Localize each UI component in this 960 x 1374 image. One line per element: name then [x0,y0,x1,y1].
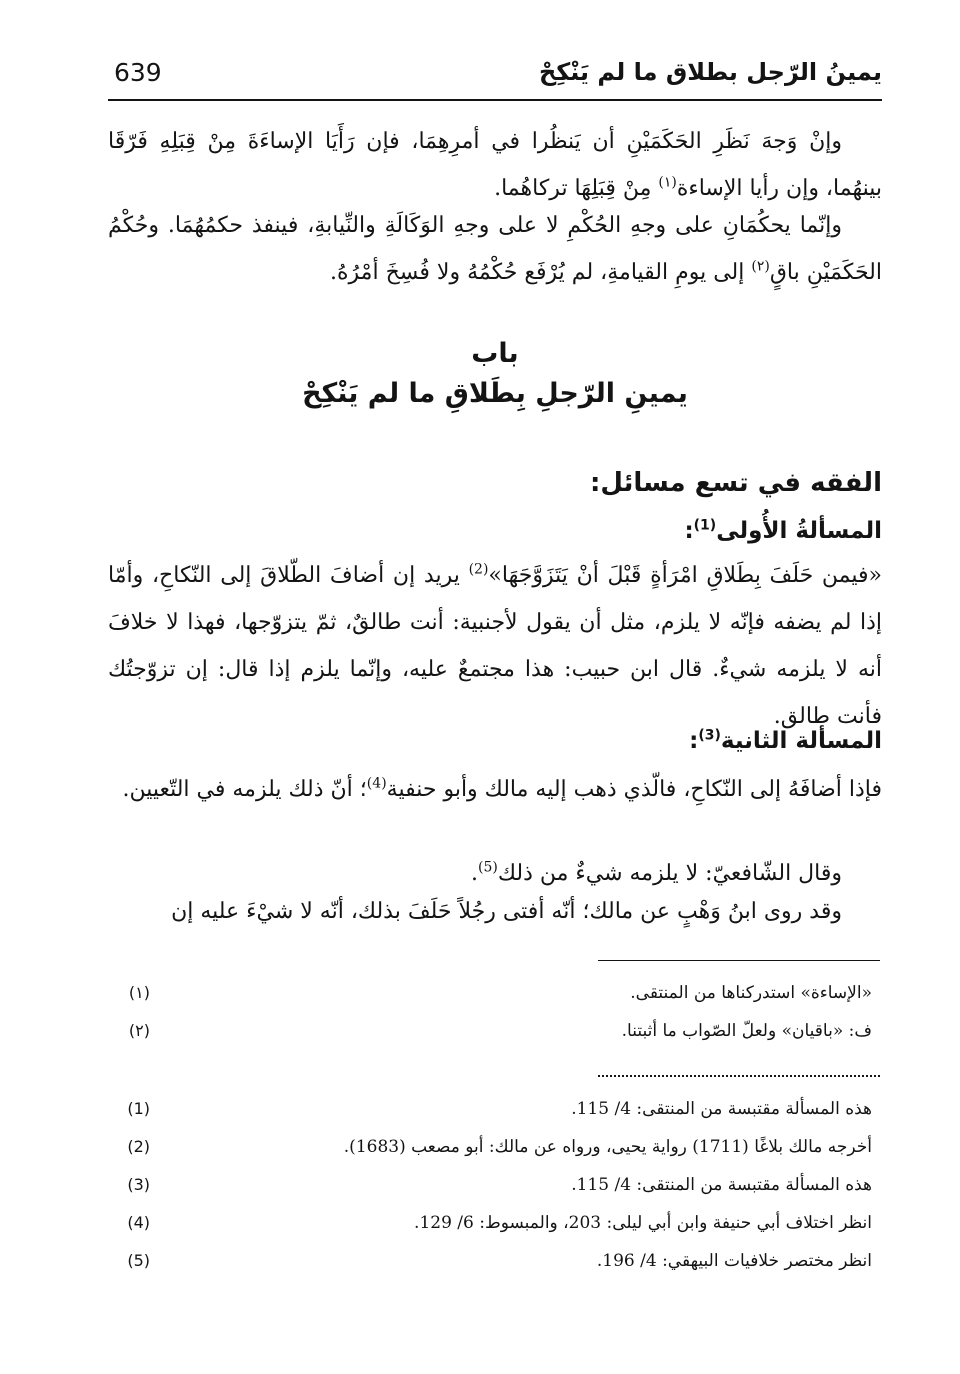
question-one-heading [684,518,882,544]
footnote-text: هذه المسألة مقتبسة من المنتقى: 4/ 115. [571,1099,872,1119]
footnote-item [108,1090,882,1128]
footnote-item [108,1204,882,1242]
footnote-number: (1) [127,1099,150,1118]
paragraph-text: إلى يومِ القيامةِ، لم يُرْفَع حُكْمُهُ ولا فُسِخَ أمْرُهُ. [330,260,752,285]
chapter-title: يمينِ الرّجلِ بِطَلاقِ ما لم يَنْكِحْ [302,378,688,409]
footnote-number: (2) [127,1137,150,1156]
footnote-text: انظر مختصر خلافيات البيهقي: 4/ 196. [596,1251,872,1271]
footnote-text: هذه المسألة مقتبسة من المنتقى: 4/ 115. [571,1175,872,1195]
footnote-ref: (5) [477,859,498,876]
paragraph-text: مِنْ قِبَلِهَا تركاهُما. [494,176,659,201]
footnote-item [108,974,882,1012]
running-title: يمينُ الرّجل بطلاق ما لم يَنْكِحْ [539,58,882,86]
footnote-number: (4) [127,1213,150,1232]
paragraph-text: وقال الشّافعيّ: لا يلزمه شيءٌ من ذلك [497,861,842,886]
footnote-dotted-separator [598,1075,880,1077]
footnote-text: «الإساءة» استدركناها من المنتقى. [630,983,872,1003]
section-intro-heading: الفقه في تسع مسائل: [589,468,882,498]
footnote-ref: (٢) [751,258,770,275]
heading-colon: : [689,728,699,754]
heading-text: المسألةُ الأُولى [716,518,882,544]
footnote-ref: (1) [693,517,717,534]
paragraph-text: ؛ أنّ ذلك يلزمه في التّعيين. [122,777,367,802]
paragraph-arbiters [108,118,882,212]
footnote-item [108,1166,882,1204]
footnote-item [108,1242,882,1280]
footnote-number: (5) [127,1251,150,1270]
author-footnotes [108,1090,882,1280]
footnote-text: أخرجه مالك بلاغًا (1711) رواية يحيى، ورواه عن مالك: أبو مصعب (1683). [343,1137,872,1157]
editor-footnotes [108,974,882,1050]
footnote-item [108,1012,882,1050]
footnote-ref: (١) [658,174,677,191]
paragraph-ruling [108,202,882,296]
footnote-ref: (4) [366,775,387,792]
paragraph-text: وإنْ وَجهَ نَظَرِ الحَكَمَيْنِ أن يَنظُرا في أمرِهِمَا، فإن رَأَيَا الإساءَةَ مِنْ قِبَلِهِ فَرّقَا بينهُما، وإن رأيا الإساءة [108,129,882,201]
footnote-text: انظر اختلاف أبي حنيفة وابن أبي ليلى: 203، والمبسوط: 6/ 129. [414,1213,872,1233]
footnote-number: (١) [128,983,150,1002]
footnote-number: (٢) [128,1021,150,1040]
footnote-ref: (2) [468,561,489,578]
page-number: 639 [114,58,162,87]
paragraph-text: «فيمن حَلَفَ بِطَلاقِ امْرَأةٍ قَبْلَ أنْ يَتَزَوَّجَهَا» [488,563,883,588]
question-two-text [108,766,882,813]
footnote-item [108,1128,882,1166]
heading-colon: : [684,518,694,544]
paragraph-text: وقد روى ابنُ وَهْبٍ عن مالك؛ أنّه أفتى رجُلاً حَلَفَ بذلك، أنّه لا شيْءَ عليه إن [171,899,842,924]
paragraph-text: . [470,861,478,886]
paragraph-text: يريد إن أضافَ الطّلاقَ إلى النّكاحِ، وأمّا إذا لم يضفه فإنّه لا يلزم، مثل أن يقول لأجنبية: أنت طالقٌ، ثمّ يتزوّجها، فهذا لا خلافَ أنه لا يلزمه شيءٌ. قال ابن حبيب: هذا مجتمعٌ عليه، وإنّما يلزم إذا قال: إن تزوّجتُك فأنت طالق. [108,563,882,729]
footnote-ref: (3) [698,727,721,744]
header-rule [108,99,882,101]
question-one-text [108,552,882,740]
chapter-label: باب [471,338,519,369]
question-two-heading [689,728,882,754]
ibn-wahb-statement [108,888,882,935]
heading-text: المسألة الثانية [720,728,882,754]
footnote-separator [598,960,880,961]
footnote-number: (3) [127,1175,150,1194]
paragraph-text: فإذا أضافَهُ إلى النّكاحِ، فالّذي ذهب إليه مالك وأبو حنفية [386,777,882,802]
paragraph-text: وإنّما يحكُمَانِ على وجهِ الحُكْمِ لا على وجهِ الوَكَالَةِ والنِّيابةِ، فينفذ حكمُهُمَا. وحُكْمُ الحَكَمَيْنِ باقٍ [108,213,882,285]
footnote-text: ف: «باقيان» ولعلّ الصّواب ما أثبتنا. [621,1021,872,1041]
